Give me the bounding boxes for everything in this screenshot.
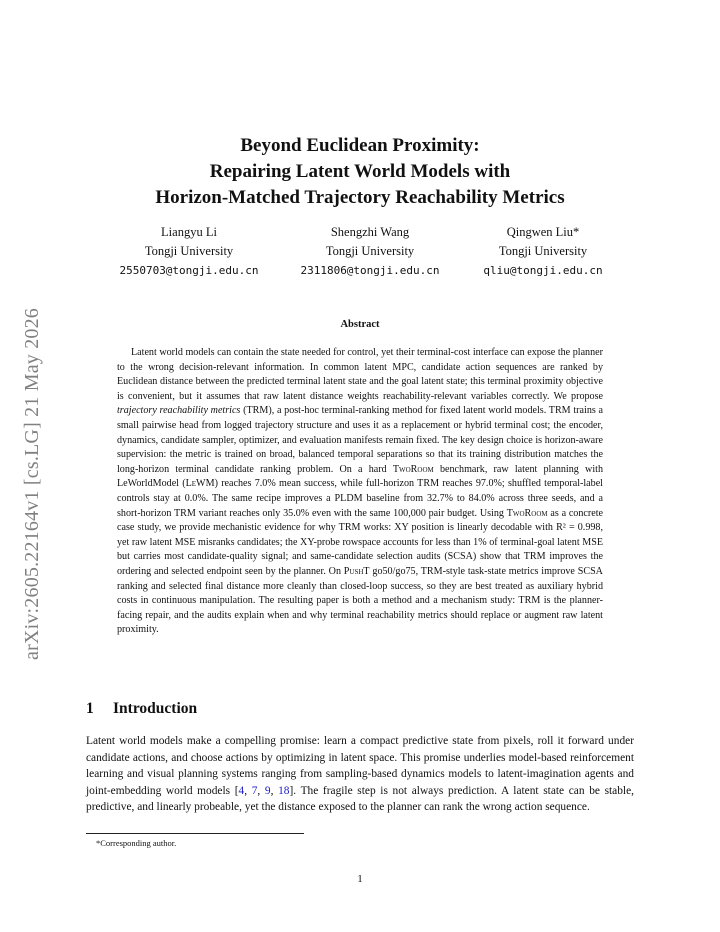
abstract-smallcaps: LeWM xyxy=(185,478,215,490)
footnote: *Corresponding author. xyxy=(96,838,177,848)
title-line: Beyond Euclidean Proximity: xyxy=(240,135,480,156)
section-number: 1 xyxy=(86,700,94,717)
abstract-emphasis: trajectory reachability metrics xyxy=(117,405,241,417)
section-heading xyxy=(86,700,197,718)
section-title: Introduction xyxy=(113,700,198,717)
abstract-segment: ) reaches 7.0% mean success, while full-horizon TRM reaches 97.0%; shuffled temporal-label controls stay at 0.0%. The same recipe improves a PLDM baseline from 32.7% to 84.0% across three seeds, and a short-horizon TRM variant reaches only 35.0% even with the same 100,000 pair budget. Using xyxy=(117,478,603,519)
author-email: 2311806@tongji.edu.cn xyxy=(300,264,440,277)
author-email: 2550703@tongji.edu.cn xyxy=(119,264,259,277)
abstract-segment: Latent world models can contain the state needed for control, yet their terminal-cost interface can expose the planner to the wrong decision-relevant information. In common latent MPC, candidate action sequences are ranked by Euclidean distance between the predicted terminal latent state and the goal latent state; this terminal proximity objective is convenient, but it assumes that raw latent distance weights reachability-relevant variables correctly. We propose xyxy=(117,347,603,402)
arxiv-identifier: arXiv:2605.22164v1 [cs.LG] 21 May 2026 xyxy=(21,308,43,660)
author-name: Liangyu Li xyxy=(161,225,217,239)
author-name: Shengzhi Wang xyxy=(330,225,410,239)
abstract-segment: (TRM), a post-hoc terminal-ranking method for fixed latent world models. TRM trains a small pairwise head from logged trajectory structure and uses it as a replacement or hybrid terminal cost; the encoder, dynamics, candidate sampler, optimizer, and evaluation manifests remain fixed. The key design choice is horizon-aware supervision: the metric is trained on broad, balanced temporal separations so that its training distribution matches the long-horizon terminal candidate ranking problem. On a hard xyxy=(117,405,603,475)
abstract-smallcaps: PushT xyxy=(343,565,370,577)
abstract-text xyxy=(117,346,603,638)
paper-title xyxy=(0,133,720,211)
abstract-segment: as a concrete case study, we provide mechanistic evidence for why TRM works: XY position is linearly decodable with R² = 0.998, yet raw latent MSE misranks candidates; the XY-probe rowspace accounts for less than 1% of terminal-goal latent MSE but carries most candidate-quality signal; and same-candidate selection audits (SCSA) show that TRM improves the ordering and selected endpoint seen by the planner. On xyxy=(117,507,603,577)
author-affiliation: Tongji University xyxy=(498,244,588,258)
author-affiliation: Tongji University xyxy=(144,244,234,258)
page-number: 1 xyxy=(357,873,363,885)
author-block xyxy=(443,223,643,280)
abstract-heading: Abstract xyxy=(340,319,380,330)
citation-link[interactable]: 18 xyxy=(278,784,290,797)
intro-segment: Latent world models make a compelling promise: learn a compact predictive state from pixels, roll it forward under candidate actions, and choose actions by optimizing in latent space. This promise underlies model-based reinforcement learning and visual planning systems ranging from sampling-based dynamics models to latent-imagination agents and joint-embedding world models [ xyxy=(86,735,634,797)
author-block xyxy=(270,223,470,280)
author-affiliation: Tongji University xyxy=(325,244,415,258)
title-line: Horizon-Matched Trajectory Reachability Metrics xyxy=(155,187,565,208)
citation-link[interactable]: 7 xyxy=(251,784,258,797)
intro-segment: ]. The fragile step is not always prediction. A latent state can be stable, predictive, and linearly probeable, yet the distance exposed to the planner can rank the wrong action sequence. xyxy=(86,784,634,813)
introduction-paragraph: Latent world models make a compelling promise: learn a compact predictive state from pixels, roll it forward under candidate actions, and choose actions by optimizing in latent space. This promise underlies model-based reinforcement learning and visual planning systems ranging from sampling-based dynamics models to latent-imagination agents and joint-embedding world models [4, 7, 9, 18]. The fragile step is not always prediction. A latent state can be stable, predictive, and linearly probeable, yet the distance exposed to the planner can rank the wrong action sequence. xyxy=(86,735,634,813)
abstract-smallcaps: TwoRoom xyxy=(506,507,548,519)
author-email: qliu@tongji.edu.cn xyxy=(483,264,603,277)
citation-link[interactable]: 4 xyxy=(238,784,245,797)
footnote-rule xyxy=(86,833,304,834)
title-line: Repairing Latent World Models with xyxy=(209,161,511,182)
citation-link[interactable]: 9 xyxy=(264,784,271,797)
abstract-segment: go50/go75, TRM-style task-state metrics improve SCSA ranking and selected final distance more cleanly than closed-loop success, so they are best treated as auxiliary hybrid costs in continuous manipulation. The resulting paper is both a method and a mechanism study: TRM is the planner-facing repair, and the audits explain when and why terminal reachability metrics should replace or augment raw latent proximity. xyxy=(117,565,603,636)
abstract-segment: benchmark, raw latent planning with LeWorldModel ( xyxy=(117,463,603,490)
author-name: Qingwen Liu* xyxy=(506,225,580,239)
author-block xyxy=(89,223,289,280)
abstract-smallcaps: TwoRoom xyxy=(392,463,434,475)
